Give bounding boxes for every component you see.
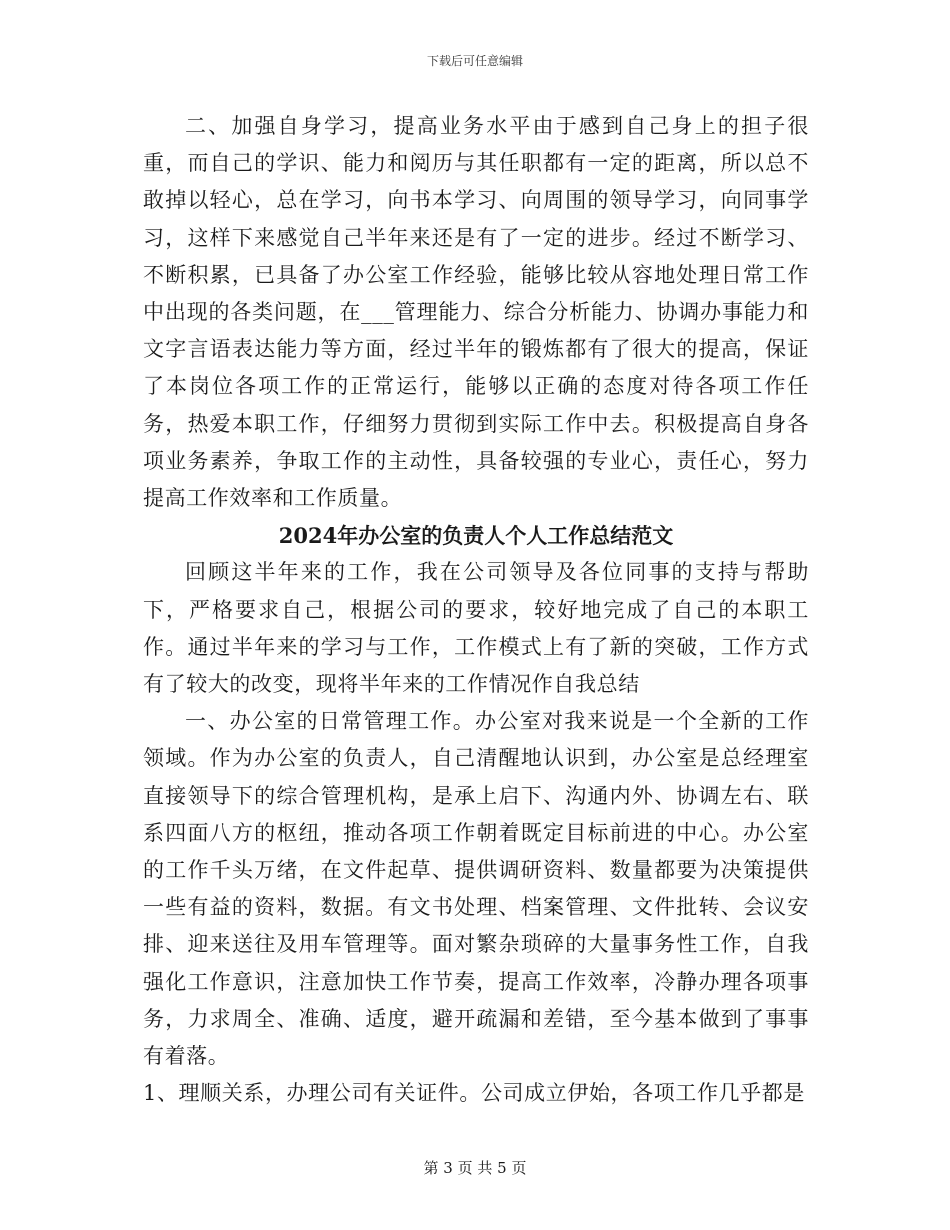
page-header: 下载后可任意编辑: [426, 54, 523, 68]
paragraph-review: 回顾这半年来的工作，我在公司领导及各位同事的支持与帮助下，严格要求自己，根据公司的要求，较好地完成了自己的本职工作。通过半年来的学习与工作，工作模式上有了新的突破，工作方式有了较大的改变，现将半年来的工作情况作自我总结: [143, 560, 809, 697]
section-title: 2024年办公室的负责人个人工作总结范文: [278, 523, 674, 549]
page-number: 第 3 页 共 5 页: [423, 1159, 527, 1177]
document-body: [143, 108, 809, 1112]
paragraph-item-1: 1、理顺关系，办理公司有关证件。公司成立伊始，各项工作几乎都是: [143, 1081, 805, 1106]
paragraph-daily-management: 一、办公室的日常管理工作。办公室对我来说是一个全新的工作领域。作为办公室的负责人，自己清醒地认识到，办公室是总经理室直接领导下的综合管理机构，是承上启下、沟通内外、协调左右、联系四面八方的枢纽，推动各项工作朝着既定目标前进的中心。办公室的工作千头万绪，在文件起草、提供调研资料、数量都要为决策提供一些有益的资料，数据。有文书处理、档案管理、文件批转、会议安排、迎来送往及用车管理等。面对繁杂琐碎的大量事务性工作，自我强化工作意识，注意加快工作节奏，提高工作效率，冷静办理各项事务，力求周全、准确、适度，避开疏漏和差错，至今基本做到了事事有着落。: [143, 709, 809, 1069]
paragraph-self-study: 二、加强自身学习，提高业务水平由于感到自己身上的担子很重，而自己的学识、能力和阅历与其任职都有一定的距离，所以总不敢掉以轻心，总在学习，向书本学习、向周围的领导学习，向同事学习，这样下来感觉自己半年来还是有了一定的进步。经过不断学习、不断积累，已具备了办公室工作经验，能够比较从容地处理日常工作中出现的各类问题，在___管理能力、综合分析能力、协调办事能力和文字言语表达能力等方面，经过半年的锻炼都有了很大的提高，保证了本岗位各项工作的正常运行，能够以正确的态度对待各项工作任务，热爱本职工作，仔细努力贯彻到实际工作中去。积极提高自身各项业务素养，争取工作的主动性，具备较强的专业心，责任心，努力提高工作效率和工作质量。: [143, 114, 809, 511]
